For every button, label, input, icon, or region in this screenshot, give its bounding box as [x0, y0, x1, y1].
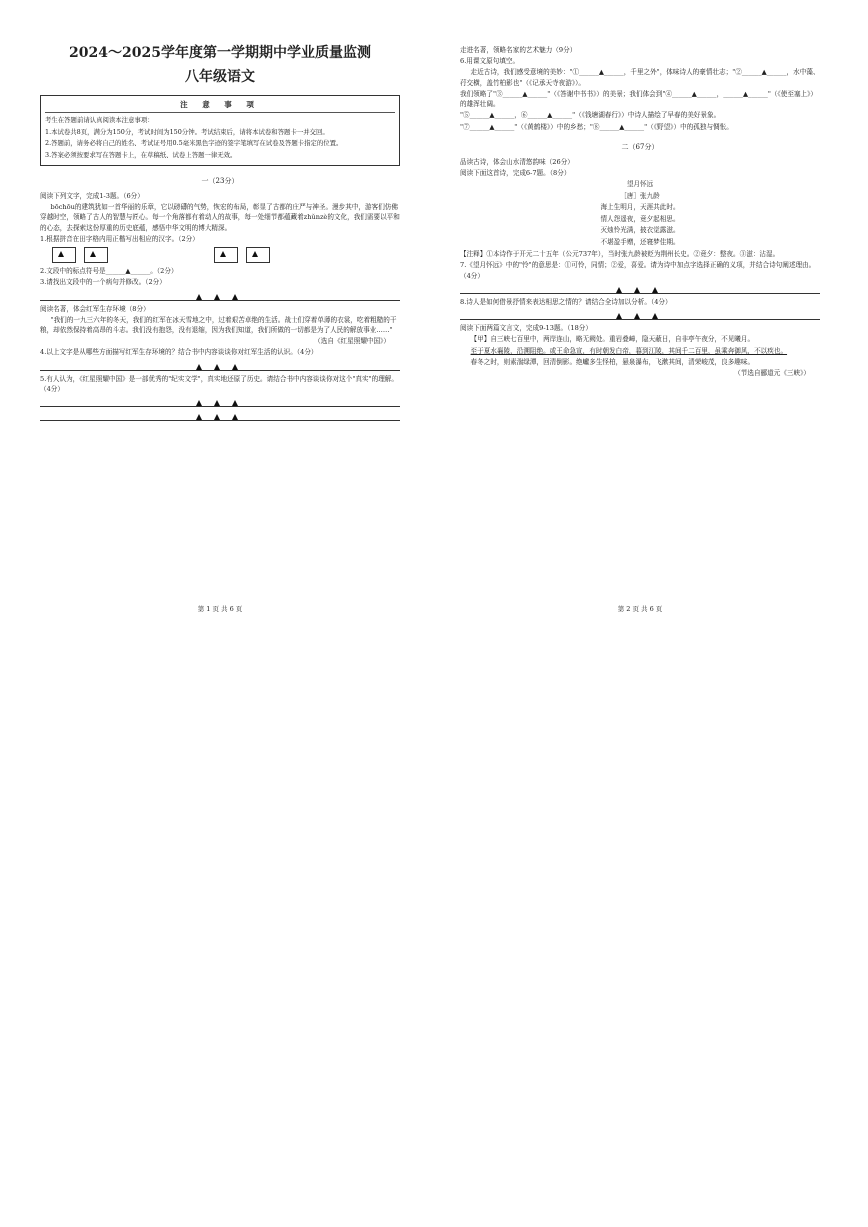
poem-question: 阅读下面这首诗，完成6-7题。（8分） — [460, 168, 571, 177]
triangle-icon — [196, 414, 202, 420]
poem-note: 【注释】①本诗作于开元二十五年（公元737年），当时张九龄被贬为荆州长史。②竟夕：整夜。③滋：沾湿。 — [460, 250, 780, 259]
classical-para-2: 至于夏水襄陵，沿溯阻绝。或王命急宣，有时朝发白帝，暮到江陵，其间千二百里，虽乘奔御风，不以疾也。 — [470, 346, 788, 355]
question-8: 8.诗人是如何借景抒情来表达相思之情的？请结合全诗加以分析。（4分） — [460, 297, 672, 306]
passage-1: bōchōu的建筑犹如一首华丽的乐章，它以磅礴的气势，恢宏的布局，彰显了古都的庄严与神圣。漫步其中，游客们仿佛穿越时空，领略了古人的智慧与匠心。每一个角落都有着动人的故事，每一处细节都蕴藏着zhǔnzè的文化，我们需要以平和的心态，去探索这份厚重的历史底蕴，感悟中华文明的博大精深。 — [40, 203, 400, 232]
notice-item-1: 1.本试卷共8页，满分为150分，考试时间为150分钟。考试结束后，请将本试卷和答题卡一并交回。 — [45, 127, 329, 136]
spacer — [116, 247, 206, 263]
fill-blank-3: "⑤______▲______，⑥______▲______"（《钱塘湖春行》）中诗人描绘了早春的美好景象。 — [460, 111, 721, 120]
exam-title: 2024～2025学年度第一学期期中学业质量监测 — [69, 45, 371, 61]
triangle-icon — [634, 313, 640, 319]
triangle-icon — [90, 251, 96, 257]
answer-box-2[interactable] — [84, 247, 108, 263]
question-4: 4.以上文字是从哪些方面描写红军生存环境的？结合书中内容谈谈你对红军生活的认识。（4分） — [40, 348, 318, 357]
triangle-icon — [252, 251, 258, 257]
fill-blank-1: 走近古诗，我们感受意境的美妙："①______▲______，千里之外"，体味诗人的豪情壮志；"②______▲______，水中藻、荇交横，盖竹柏影也"（《记承天寺夜游》）。 — [460, 68, 820, 87]
classical-source: （节选自郦道元《三峡》） — [734, 368, 810, 377]
triangle-icon — [196, 364, 202, 370]
answer-line[interactable] — [40, 290, 400, 301]
classical-para-3: 春冬之时，则素湍绿潭，回清倒影。绝巘多生怪柏，悬泉瀑布，飞漱其间，清荣峻茂，良多趣味。 — [470, 357, 755, 366]
passage-2: "我们的一九三六年的冬天，我们的红军在冰天雪地之中，过着艰苦卓绝的生活。战士们穿着单薄的衣裳，吃着粗糙的干粮，却依然保持着高昂的斗志。我们没有抱怨，没有退缩，因为我们知道，我们所做的一切都是为了人民的解放事业……" — [40, 315, 397, 335]
triangle-icon — [196, 400, 202, 406]
passage-2-source: （选自《红星照耀中国》） — [314, 337, 390, 346]
poem-author: ［唐］张九龄 — [620, 191, 660, 200]
fill-blank-4: "⑦______▲______"（《黄鹤楼》）中的乡愁；"⑧______▲______"（《野望》）中的孤独与惆怅。 — [460, 122, 733, 131]
notice-item-3: 3.答案必须按要求写在答题卡上，在草稿纸、试卷上答题一律无效。 — [45, 150, 237, 159]
triangle-icon — [58, 251, 64, 257]
section-2-heading: 二（67分） — [621, 142, 659, 151]
poem-line: 不堪盈手赠，还寝梦佳期。 — [600, 237, 680, 246]
top-line: 走进名著，领略名家的艺术魅力（9分） — [460, 46, 577, 54]
poem-line: 灭烛怜光满，披衣觉露滋。 — [600, 226, 680, 235]
page-footer-left: 第 1 页 共 6 页 — [197, 604, 243, 613]
classical-para-1: 【甲】自三峡七百里中，两岸连山，略无阙处。重岩叠嶂，隐天蔽日，自非亭午夜分，不见曦月。 — [470, 335, 755, 344]
answer-box-1[interactable] — [52, 247, 76, 263]
triangle-icon — [616, 313, 622, 319]
triangle-icon — [196, 294, 202, 300]
triangle-icon — [232, 400, 238, 406]
triangle-icon — [214, 294, 220, 300]
triangle-icon — [220, 251, 226, 257]
notice-box — [40, 95, 400, 167]
triangle-icon — [232, 414, 238, 420]
answer-line[interactable] — [460, 283, 820, 294]
question-6: 6.用课文原句填空。 — [460, 57, 520, 66]
answer-line[interactable] — [40, 396, 400, 407]
triangle-icon — [214, 414, 220, 420]
triangle-icon — [652, 313, 658, 319]
triangle-icon — [652, 287, 658, 293]
triangle-icon — [214, 364, 220, 370]
page-footer-right: 第 2 页 共 6 页 — [617, 604, 663, 613]
answer-line[interactable] — [40, 410, 400, 421]
fill-blank-2: 我们领略了"③______▲______"（《答谢中书书》）的美景；我们体会到"④______▲______，______▲______"（《使至塞上》）的雄浑壮阔。 — [460, 89, 818, 109]
poem — [460, 179, 820, 248]
question-7: 7.《望月怀远》中的"怜"的意思是：①可怜，同情；②爱，喜爱。请为诗中加点字选择正确的义项，并结合诗句阐述理由。（4分） — [460, 261, 816, 280]
question-intro-4: 阅读名著，体会红军生存环境（8分） — [40, 304, 150, 313]
triangle-icon — [634, 287, 640, 293]
answer-boxes — [52, 247, 400, 263]
notice-heading: 注 意 事 项 — [45, 99, 395, 113]
answer-box-3[interactable] — [214, 247, 238, 263]
question-5: 5.有人认为，《红星照耀中国》是一部优秀的"纪实文学"，真实地还原了历史。请结合书中内容谈谈你对这个"真实"的理解。（4分） — [40, 374, 398, 393]
question-intro-1: 阅读下列文字，完成1-3题。（6分） — [40, 192, 144, 201]
answer-line[interactable] — [460, 309, 820, 320]
right-page — [460, 44, 820, 614]
question-1: 1.根据拼音在田字格内用正楷写出相应的汉字。（2分） — [40, 234, 199, 243]
poem-line: 情人怨遥夜，竟夕起相思。 — [600, 214, 680, 223]
question-2: 2.文段中的标点符号是______▲______。（2分） — [40, 267, 178, 276]
triangle-icon — [214, 400, 220, 406]
poem-intro: 品读古诗，体会山水清悠韵味（26分） — [460, 157, 574, 166]
left-page — [40, 44, 400, 614]
poem-line: 海上生明月，天涯共此时。 — [600, 203, 680, 212]
triangle-icon — [616, 287, 622, 293]
answer-line[interactable] — [40, 360, 400, 371]
notice-item-2: 2.答题前，请务必将自己的姓名、考试证号用0.5毫米黑色字迹的签字笔填写在试卷及答题卡指定的位置。 — [45, 139, 343, 148]
question-3: 3.请找出文段中的一个病句并修改。（2分） — [40, 278, 166, 287]
notice-intro: 考生在答题前请认真阅读本注意事项： — [45, 115, 154, 124]
section-1-heading: 一（23分） — [201, 177, 239, 186]
classical-question: 阅读下面两篇文言文，完成9-13题。（18分） — [460, 324, 592, 333]
poem-title: 望月怀远 — [626, 180, 654, 189]
triangle-icon — [232, 364, 238, 370]
exam-subtitle: 八年级语文 — [185, 68, 255, 85]
triangle-icon — [232, 294, 238, 300]
answer-box-4[interactable] — [246, 247, 270, 263]
